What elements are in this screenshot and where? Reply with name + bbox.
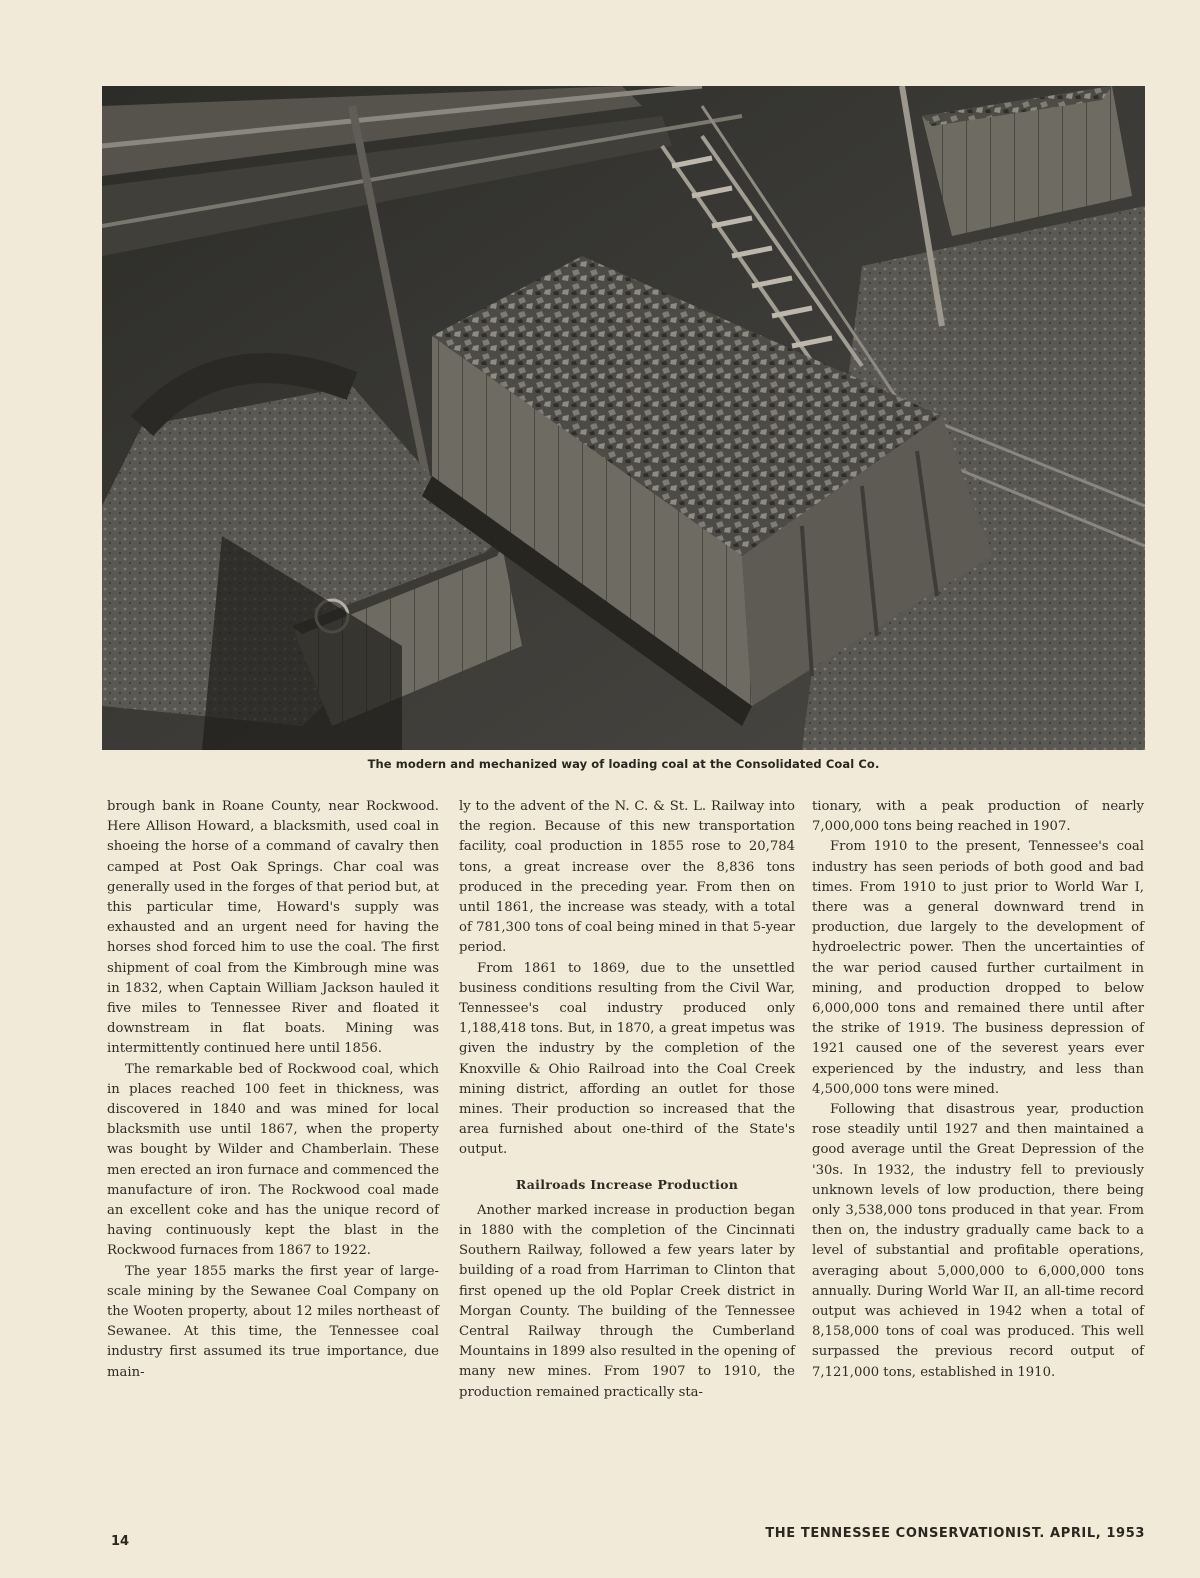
text-column-2 <box>459 797 795 1403</box>
publication-footer: THE TENNESSEE CONSERVATIONIST. APRIL, 1953 <box>765 1526 1145 1541</box>
photo-caption: The modern and mechanized way of loading coal at the Consolidated Coal Co. <box>367 757 880 771</box>
text-column-3 <box>812 797 1144 1383</box>
paragraph: brough bank in Roane County, near Rockwood. Here Allison Howard, a blacksmith, used coal in shoeing the horse of a command of cavalry then camped at Post Oak Springs. Char coal was generally used in the forges of that period but, at this particular time, Howard's supply was exhausted and an urgent need for having the horses shod forced him to use the coal. The first shipment of coal from the Kimbrough mine was in 1832, when Captain William Jackson hauled it five miles to Tennessee River and floated it downstream in flat boats. Mining was intermittently continued here until 1856. <box>107 799 439 1057</box>
paragraph: The year 1855 marks the first year of large-scale mining by the Sewanee Coal Company on the Wooten property, about 12 miles northeast of Sewanee. At this time, the Tennessee coal industry first assumed its true importance, due main- <box>107 1263 439 1380</box>
paragraph: The remarkable bed of Rockwood coal, which in places reached 100 feet in thickness, was discovered in 1840 and was mined for local blacksmith use until 1867, when the property was bought by Wilder and Chamberlain. These men erected an iron furnace and commenced the manufacture of iron. The Rockwood coal made an excellent coke and has the unique record of having continuously kept the blast in the Rockwood furnaces from 1867 to 1922. <box>107 1061 439 1259</box>
paragraph: Another marked increase in production began in 1880 with the completion of the Cincinnati Southern Railway, followed a few years later by building of a road from Harriman to Clinton that first opened up the old Poplar Creek district in Morgan County. The building of the Tennessee Central Railway through the Cumberland Mountains in 1899 also resulted in the opening of many new mines. From 1907 to 1910, the production remained practically sta- <box>459 1202 795 1400</box>
paragraph: tionary, with a peak production of nearly 7,000,000 tons being reached in 1907. <box>812 799 1144 835</box>
section-heading: Railroads Increase Production <box>515 1176 739 1192</box>
page-number: 14 <box>111 1534 130 1549</box>
paragraph: Following that disastrous year, production rose steadily until 1927 and then maintained a good average until the Great Depression of the '30s. In 1932, the industry fell to previously unknown levels of low production, there being only 3,538,000 tons produced in that year. From then on, the industry gradually came back to a level of substantial and profitable operations, averaging about 5,000,000 to 6,000,000 tons annually. During World War II, an all-time record output was achieved in 1942 when a total of 8,158,000 tons of coal was produced. This well surpassed the previous record output of 7,121,000 tons, established in 1910. <box>812 1102 1144 1380</box>
coal-loading-photo <box>102 86 1145 750</box>
paragraph: ly to the advent of the N. C. & St. L. Railway into the region. Because of this new transportation facility, coal production in 1855 rose to 20,784 tons, a great increase over the 8,836 tons produced in the preceding year. From then on until 1861, the increase was steady, with a total of 781,300 tons of coal being mined in that 5-year period. <box>459 799 795 956</box>
text-column-1 <box>107 797 439 1383</box>
coal-loading-photo-icon <box>102 86 1145 750</box>
paragraph: From 1910 to the present, Tennessee's coal industry has seen periods of both good and bad times. From 1910 to just prior to World War I, there was a general downward trend in production, due largely to the development of hydroelectric power. Then the uncertainties of the war period caused further curtailment in mining, and production dropped to below 6,000,000 tons and remained there until after the strike of 1919. The business depression of 1921 caused one of the severest years ever experienced by the industry, and less than 4,500,000 tons were mined. <box>812 839 1144 1097</box>
paragraph: From 1861 to 1869, due to the unsettled business conditions resulting from the Civil War, Tennessee's coal industry produced only 1,188,418 tons. But, in 1870, a great impetus was given the industry by the completion of the Knoxville & Ohio Railroad into the Coal Creek mining district, affording an outlet for those mines. Their production so increased that the area furnished about one-third of the State's output. <box>459 960 795 1158</box>
